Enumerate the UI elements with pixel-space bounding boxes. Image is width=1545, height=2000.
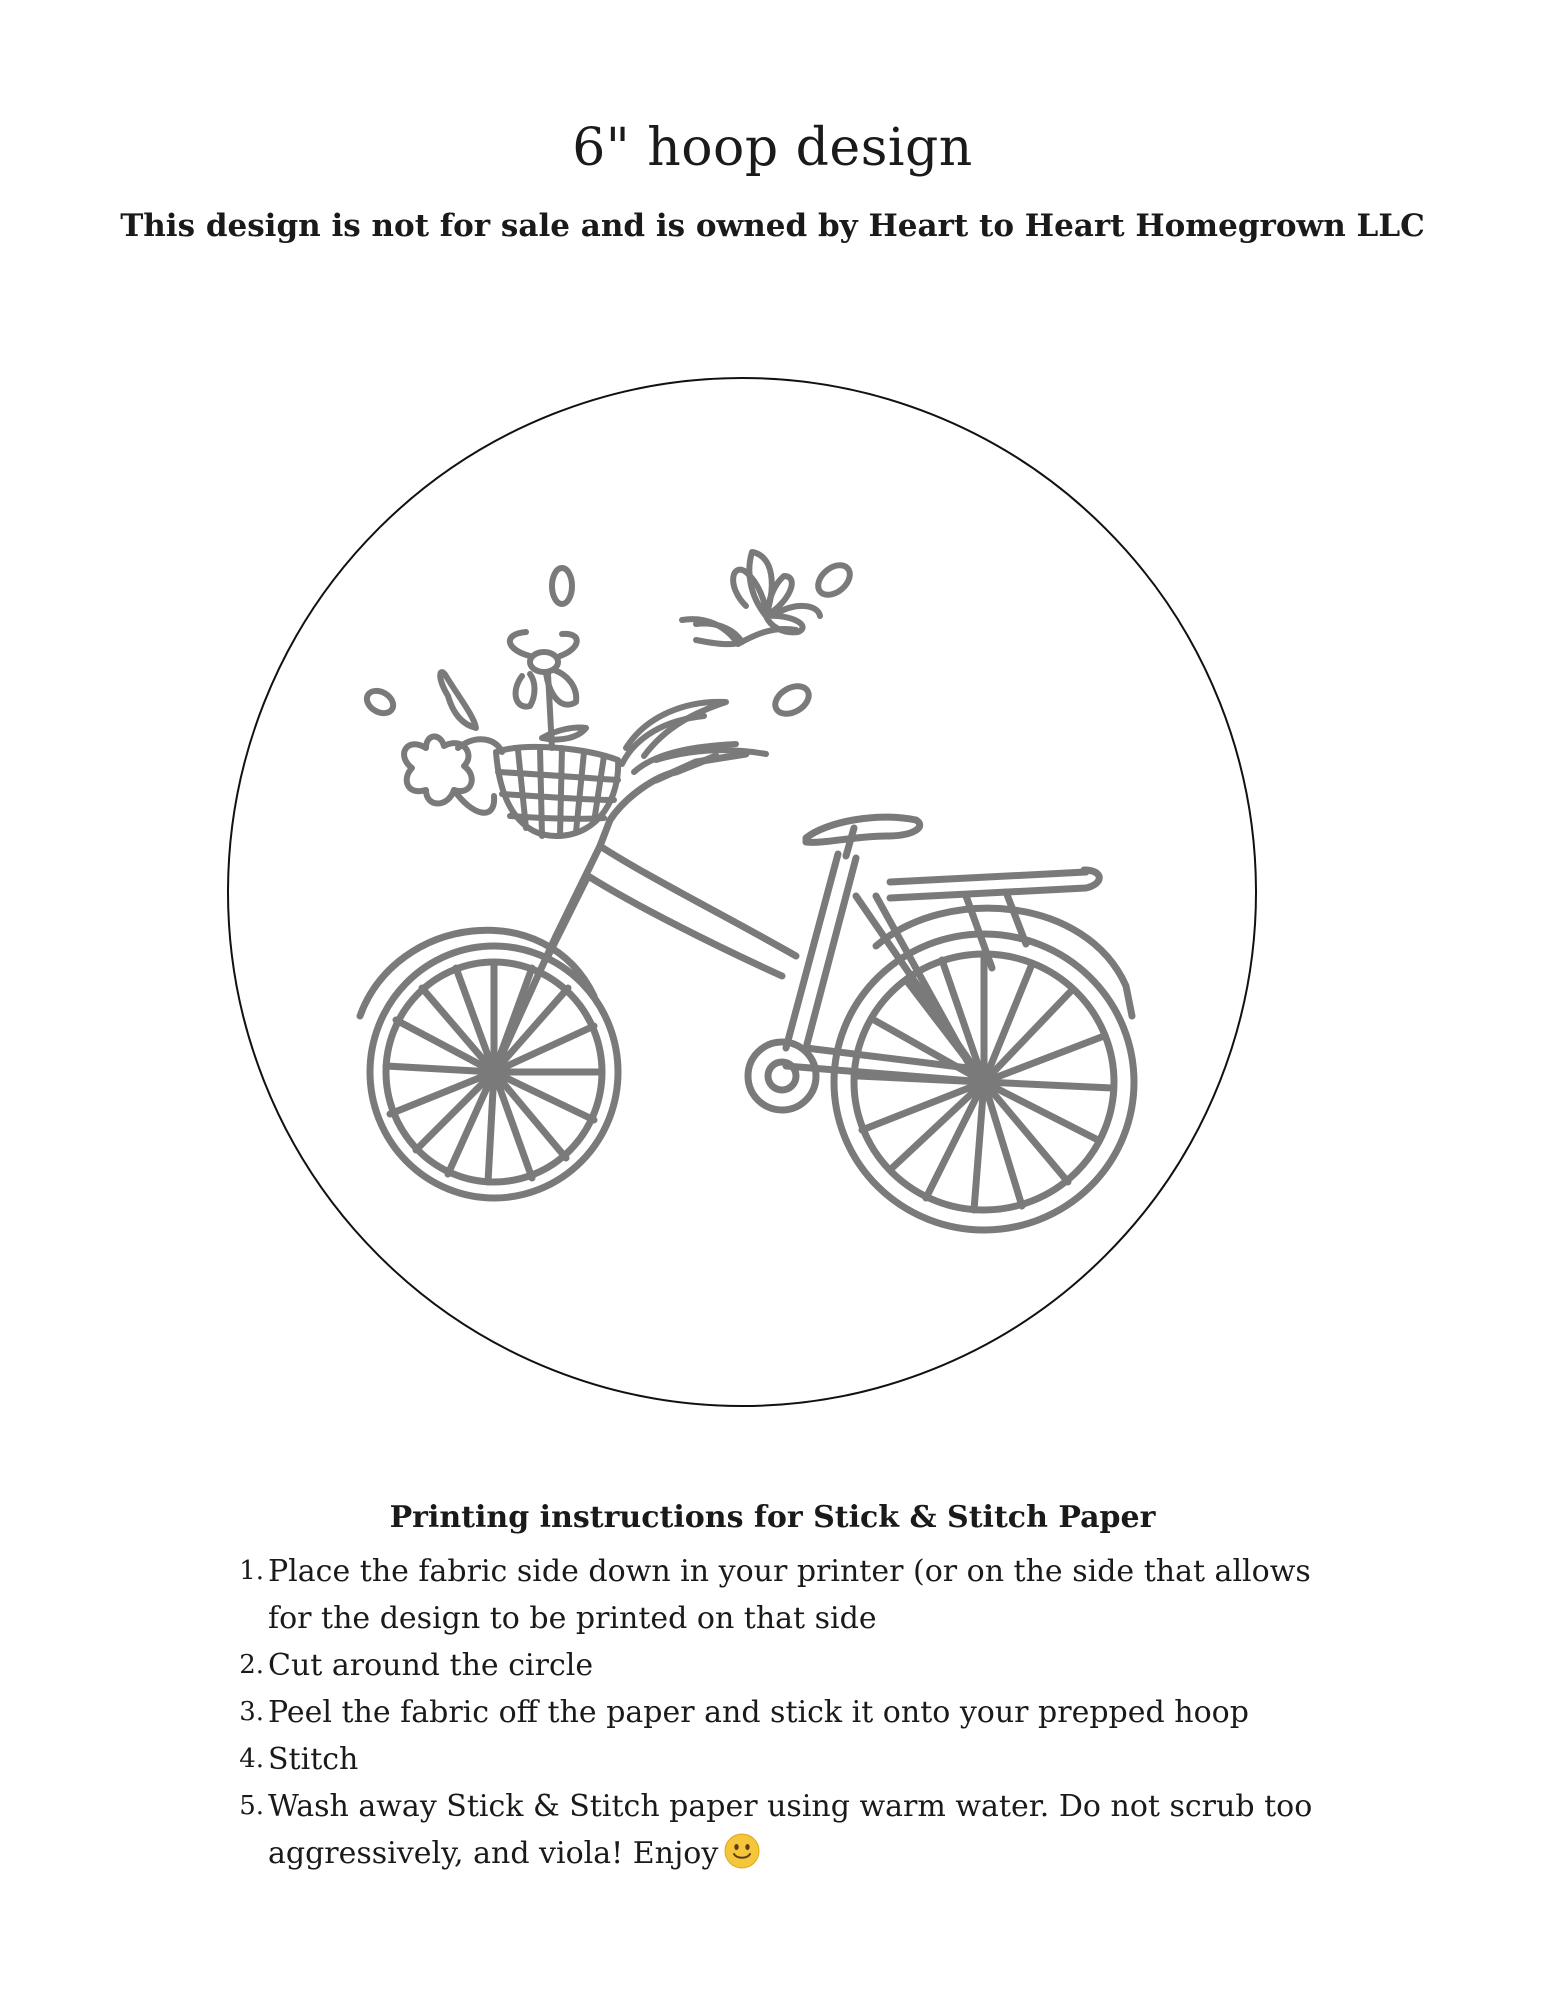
step-text: Wash away Stick & Stitch paper using warm water. Do not scrub too aggressively, and viola! Enjoy xyxy=(268,1789,1313,1871)
bicycle-icon xyxy=(360,754,1134,1230)
step-number: 2. xyxy=(239,1650,264,1680)
tulip-flower xyxy=(682,552,820,644)
list-item xyxy=(234,1548,1344,1642)
step-text: Stitch xyxy=(268,1742,359,1777)
list-item xyxy=(234,1783,1344,1877)
handlebar xyxy=(610,754,746,820)
step-number: 4. xyxy=(239,1744,264,1774)
front-wheel xyxy=(360,930,618,1198)
instructions-list xyxy=(234,1548,1344,1877)
step-number: 1. xyxy=(239,1556,264,1586)
hoop-design xyxy=(226,376,1258,1408)
smiley-icon xyxy=(724,1833,760,1869)
step-text: Peel the fabric off the paper and stick it onto your prepped hoop xyxy=(268,1695,1249,1730)
flower-icon xyxy=(363,552,820,813)
list-item xyxy=(234,1689,1344,1736)
basket-icon xyxy=(496,747,618,836)
page-title: 6" hoop design xyxy=(572,118,973,178)
instructions-heading: Printing instructions for Stick & Stitch Paper xyxy=(389,1500,1156,1535)
step-text: Cut around the circle xyxy=(268,1648,594,1683)
step-number: 3. xyxy=(239,1697,264,1727)
bicycle-frame xyxy=(494,817,1099,1110)
list-item xyxy=(234,1736,1344,1783)
hoop-outline xyxy=(228,378,1256,1406)
list-item xyxy=(234,1642,1344,1689)
ownership-notice: This design is not for sale and is owned by Heart to Heart Homegrown LLC xyxy=(120,208,1425,244)
daisy-flower xyxy=(510,632,586,748)
step-number: 5. xyxy=(239,1791,264,1821)
step-text-wrapper xyxy=(264,1783,1344,1877)
left-flower xyxy=(363,672,502,813)
step-text: Place the fabric side down in your printer (or on the side that allows for the design to be printed on that side xyxy=(268,1554,1311,1636)
